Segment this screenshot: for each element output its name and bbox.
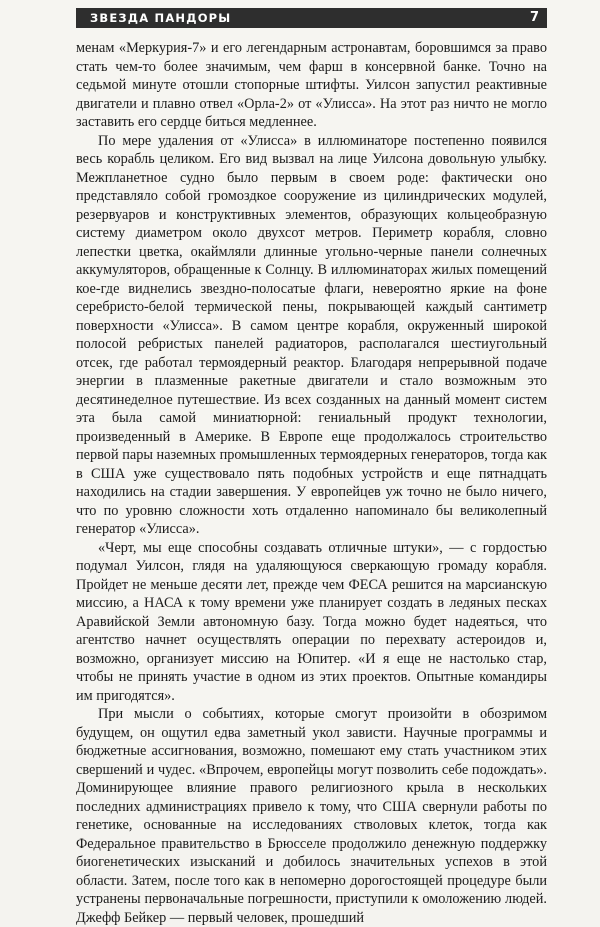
paragraph: менам «Меркурия-7» и его легендарным астронавтам, боровшимся за право стать чем-то более значимым, чем фарш в консервной банке. Точно на седьмой минуте отошли стопорные штифты. Уилсон запустил реактивные двигатели и плавно отвел «Орла-2» от «Улисса». На этот раз ничто не могло заставить его сердце биться медленнее. — [76, 40, 547, 130]
body-text — [76, 39, 547, 927]
book-title: ЗВЕЗДА ПАНДОРЫ — [90, 11, 232, 25]
paragraph: «Черт, мы еще способны создавать отличные штуки», — с гордостью подумал Уилсон, глядя на удаляющуюся сверкающую громаду корабля. Пройдет не меньше десяти лет, прежде чем ФЕСА решится на марсианскую миссию, а НАСА к тому времени уже планирует создать в ледяных песках Аравийской Земли автономную базу. Тогда можно будет надеяться, что агентство начнет осуществлять операции по перехвату астероидов и, возможно, организует миссию на Юпитер. «И я еще не настолько стар, чтобы не принять участие в одном из этих проектов. Опытные командиры им пригодятся». — [76, 539, 547, 704]
page-number: 7 — [529, 10, 539, 25]
paragraph: По мере удаления от «Улисса» в иллюминаторе постепенно появился весь корабль целиком. Его вид вызвал на лице Уилсона довольную улыбку. Межпланетное судно было первым в своем роде: фактически оно представляло собой громоздкое сооружение из цилиндрических модулей, резервуаров и конструктивных элементов, образующих кольцеобразную систему диаметром около двухсот метров. Периметр корабля, словно лепестки цветка, окаймляли длинные угольно-черные панели солнечных аккумуляторов, обращенные к Солнцу. В иллюминаторах жилых помещений кое-где виднелись звездно-полосатые флаги, невероятно яркие на фоне серебристо-белой термической пены, покрывающей каждый сантиметр поверхности «Улисса». В самом центре корабля, окруженный широкой полосой ребристых панелей радиаторов, располагался шестиугольный отсек, где работал термоядерный реактор. Благодаря непрерывной подаче энергии в плазменные ракетные двигатели и стало возможным это десятинеделное путешествие. Из всех созданных на данный момент систем эта была самой миниатюрной: гениальный продукт технологии, произведенный в Америке. В Европе еще продолжалось строительство первой пары наземных промышленных термоядерных генераторов, тогда как в США уже существовало пять подобных устройств и еще пятнадцать находились на стадии завершения. У европейцев уж точно не было ничего, что по уровню сложности хоть отдаленно напоминало бы великолепный генератор «Улисса». — [76, 132, 547, 537]
paragraph: При мысли о событиях, которые смогут произойти в обозримом будущем, он ощутил едва заметный укол зависти. Научные программы и бюджетные ассигнования, возможно, помешают ему стать участником этих свершений и чудес. «Впрочем, европейцы могут позволить себе подождать». Доминирующее влияние правого религиозного крыла в нескольких последних администрациях привело к тому, что США свернули работы по генетике, основанные на исследованиях стволовых клеток, тогда как Федеральное правительство в Брюсселе продолжило денежную поддержку биогенетических изысканий и добилось значительных успехов в этой области. Затем, после того как в непомерно дорогостоящей процедуре были устранены первоначальные погрешности, приступили к омоложению людей. Джефф Бейкер — первый человек, прошедший — [76, 706, 547, 926]
running-header — [76, 8, 547, 28]
